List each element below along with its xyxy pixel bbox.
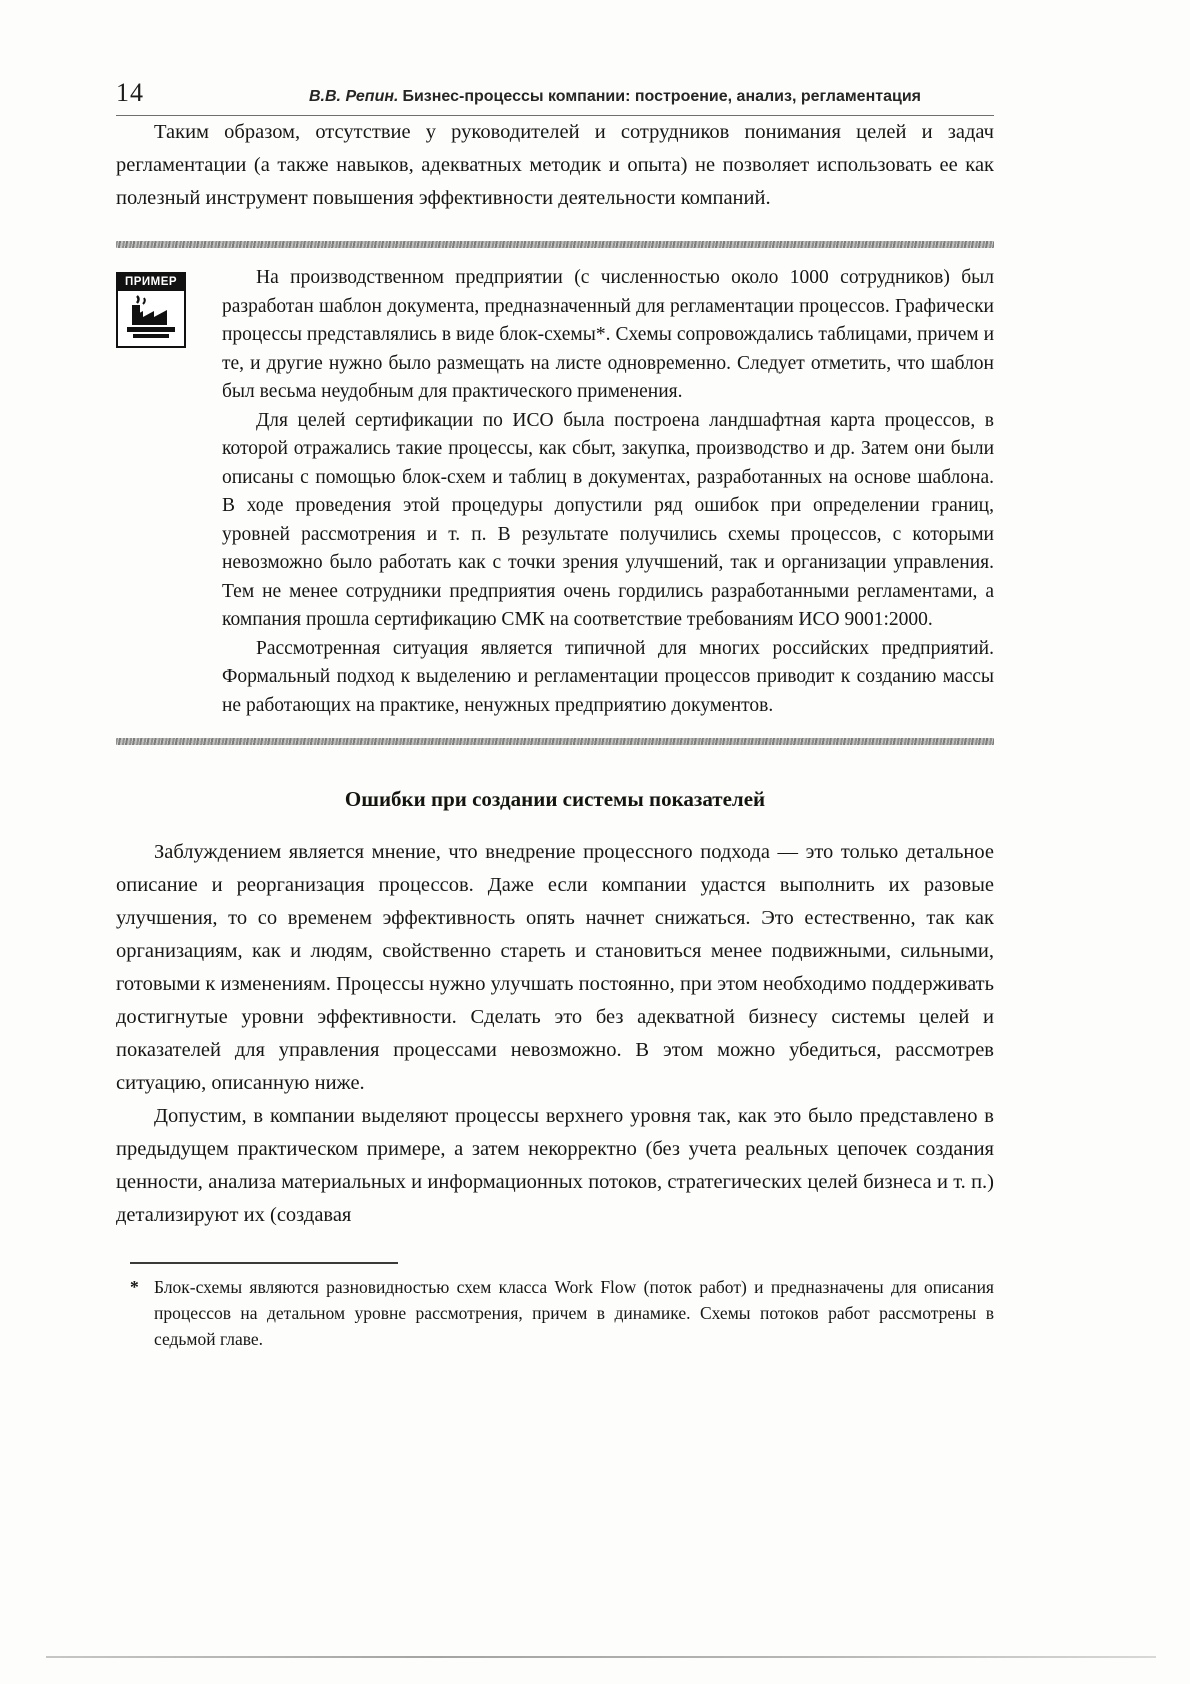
footnote-rule [130,1262,398,1264]
example-text [222,264,994,720]
page-header [116,78,994,116]
page-number: 14 [116,78,144,107]
running-title-text: Бизнес-процессы компании: построение, анализ, регламентация [402,88,921,105]
footnote-text: Блок-схемы являются разновидностью схем класса Work Flow (поток работ) и предназначены для описания процессов на детальном уровне рассмотрения, причем в динамике. Схемы потоков работ рассмотрены в седьмой главе. [154,1277,994,1349]
footnote-marker: * [130,1277,139,1297]
example-badge-label: ПРИМЕР [118,274,184,291]
footnote-block [116,1262,994,1352]
example-bottom-rule [116,738,994,745]
example-paragraph: Для целей сертификации по ИСО была построена ландшафтная карта процессов, в которой отражались такие процессы, как сбыт, закупка, производство и др. Затем они были описаны с помощью блок-схем и таблиц в документах, разработанных на основе шаблона. В ходе проведения этой процедуры допустили ряд ошибок при определении границ, уровней рассмотрения и т. п. В результате получились схемы процессов, с которыми невозможно было работать как с точки зрения улучшений, так и организации управления. Тем не менее сотрудники предприятия очень гордились разработанными регламентами, а компания прошла сертификацию СМК на соответствие требованиям ИСО 9001:2000. [222,409,994,630]
running-title [236,88,994,106]
example-top-rule [116,241,994,248]
example-block [116,241,994,745]
example-badge [116,272,186,348]
example-paragraph: Рассмотренная ситуация является типичной для многих российских предприятий. Формальный подход к выделению и регламентации процессов приводит к созданию массы не работающих на практике, ненужных предприятию документов. [222,637,994,716]
scan-artifact-line [46,1656,1156,1658]
example-margin [116,264,222,720]
section-paragraph: Допустим, в компании выделяют процессы верхнего уровня так, как это было представлено в предыдущем практическом примере, а затем некорректно (без учета реальных цепочек создания ценности, анализа материальных и информационных потоков, стратегических целей бизнеса и т. п.) детализируют их (создавая [116,1105,994,1226]
factory-icon [123,295,179,341]
example-paragraph: На производственном предприятии (с численностью около 1000 сотрудников) был разработан шаблон документа, предназначенный для регламентации процессов. Графически процессы представлялись в виде блок-схемы*. Схемы сопровождались таблицами, причем и те, и другие нужно было размещать на листе одновременно. Следует отметить, что шаблон был весьма неудобным для практического применения. [222,267,994,402]
running-title-author: В.В. Репин. [309,88,399,105]
section-heading: Ошибки при создании системы показателей [344,787,766,811]
intro-paragraph: Таким образом, отсутствие у руководителей и сотрудников понимания целей и задач регламентации (а также навыков, адекватных методик и опыта) не позволяет использовать ее как полезный инструмент повышения эффективности деятельности компаний. [116,121,994,209]
section-paragraph: Заблуждением является мнение, что внедрение процессного подхода — это только детальное описание и реорганизация процессов. Даже если компании удастся выполнить их разовые улучшения, то со временем эффективность опять начнет снижаться. Это естественно, так как организациям, как и людям, свойственно стареть и становиться менее подвижными, сильными, готовыми к изменениям. Процессы нужно улучшать постоянно, при этом необходимо поддерживать достигнутые уровни эффективности. Сделать это без адекватной бизнесу системы целей и показателей для управления процессами невозможно. В этом можно убедиться, рассмотрев ситуацию, описанную ниже. [116,841,994,1094]
